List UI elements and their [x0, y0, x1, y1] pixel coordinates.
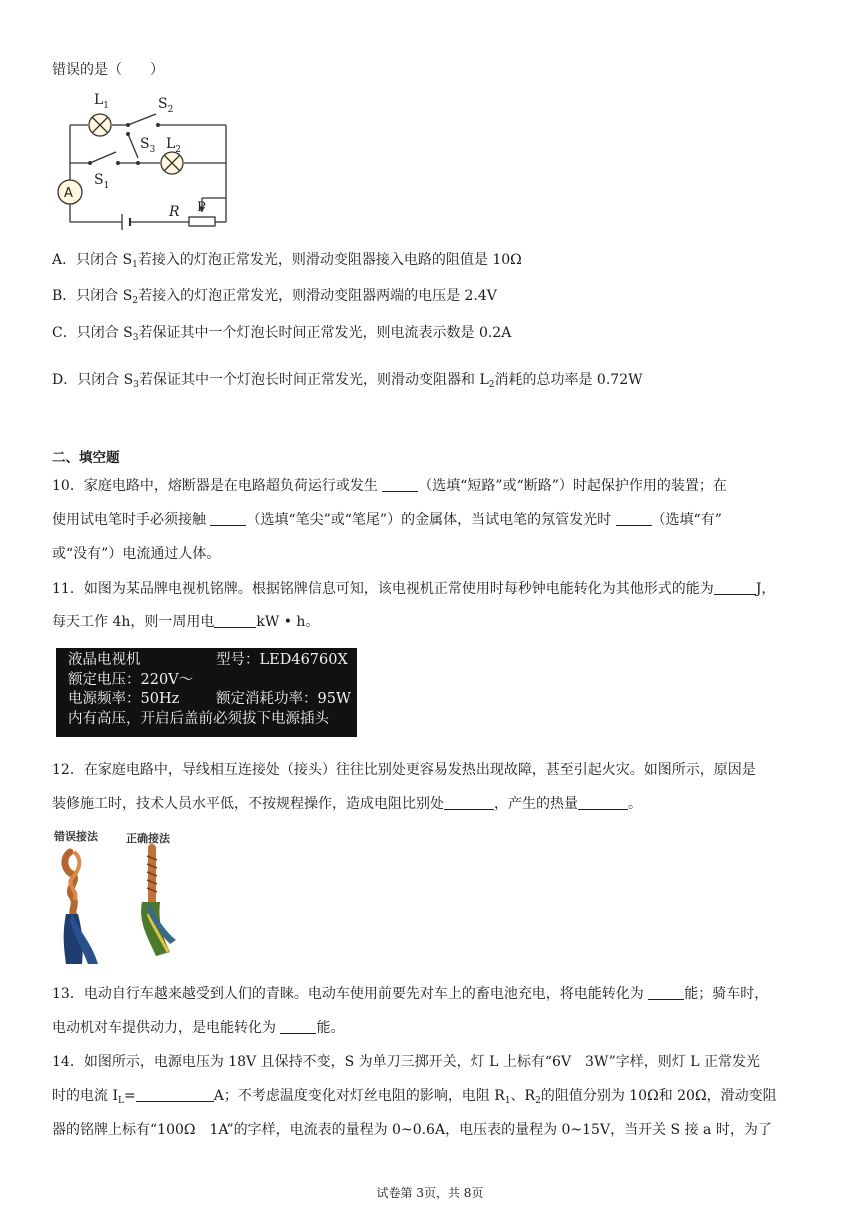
question-11-line-1: 11．如图为某品牌电视机铭牌。根据铭牌信息可知，该电视机正常使用时每秒钟电能转化为其他形式的能为 J，	[52, 581, 776, 597]
label-correct-connection: 正确接法	[126, 832, 170, 845]
page-footer: 试卷第 3页，共 8页	[376, 1186, 484, 1200]
question-14-line-1: 14．如图所示，电源电压为 18V 且保持不变，S 为单刀三掷开关，灯 L 上标有“6V 3W”字样，则灯 L 正常发光	[52, 1054, 760, 1070]
label-L1: L	[94, 92, 104, 108]
label-S2: S	[158, 96, 168, 112]
question-11-line-2: 每天工作 4h，则一周用电 kW • h。	[52, 614, 320, 630]
label-S3: S	[140, 136, 150, 152]
svg-text:S1: $S_1$	[94, 172, 110, 191]
svg-text:L1: $L_1$	[94, 92, 110, 111]
question-12-line-2: 装修施工时，技术人员水平低，不按规程操作，造成电阻比别处 ，产生的热量 。	[52, 796, 642, 812]
question-9-tail: 错误的是（ ）	[52, 62, 164, 78]
wire-joint-photos	[52, 844, 192, 968]
svg-text:S3: $S_3$	[140, 136, 156, 155]
option-a: A．只闭合 $S_1$若接入的灯泡正常发光，则滑动变阻器接入电路的阻值是 10Ω	[52, 252, 522, 270]
question-14-line-3: 器的铭牌上标有“100Ω 1A”的字样，电流表的量程为 0~0.6A，电压表的量程为 0~15V，当开关 S 接 a 时，为了	[52, 1122, 772, 1138]
question-10-line-3: 或“没有”）电流通过人体。	[52, 546, 221, 562]
option-b: B．只闭合 $S_2$若接入的灯泡正常发光，则滑动变阻器两端的电压是 2.4V	[52, 288, 497, 306]
circuit-diagram	[52, 88, 242, 240]
label-R: R	[169, 204, 180, 220]
label-wrong-connection: 错误接法	[54, 830, 98, 843]
question-13-line-1: 13．电动自行车越来越受到人们的青睐。电动车使用前要先对车上的畜电池充电，将电能转化为 能；骑车时，	[52, 986, 769, 1002]
section-title: 二、填空题	[52, 450, 120, 466]
svg-text:L2: $L_2$	[166, 136, 182, 155]
svg-text:S2: $S_2$	[158, 96, 174, 115]
option-c: C．只闭合 $S_3$若保证其中一个灯泡长时间正常发光，则电流表示数是 0.2A	[52, 325, 512, 343]
label-ammeter: A	[64, 186, 73, 201]
question-10-line-1: 10．家庭电路中，熔断器是在电路超负荷运行或发生 （选填“短路”或“断路”）时起保护作用的装置；在	[52, 478, 727, 494]
label-L2: L	[166, 136, 176, 152]
question-14-line-2: 时的电流 $I_L= A$；不考虑温度变化对灯丝电阻的影响，电阻 $R_1$、$R_2$的阻值分别为 10Ω和 20Ω，滑动变阻	[52, 1088, 777, 1106]
question-12-line-1: 12．在家庭电路中，导线相互连接处（接头）往往比别处更容易发热出现故障，甚至引起火灾。如图所示，原因是	[52, 762, 756, 778]
label-S1: S	[94, 172, 104, 188]
label-P: P	[197, 200, 206, 215]
question-10-line-2: 使用试电笔时手必须接触 （选填“笔尖”或“笔尾”）的金属体，当试电笔的氖管发光时 （选填“有”	[52, 512, 722, 528]
tv-nameplate: 液晶电视机 型号：LED46760X 额定电压：220V～ 电源频率：50Hz 额定消耗功率：95W 内有高压，开启后盖前必须拔下电源插头	[56, 648, 357, 737]
question-13-line-2: 电动机对车提供动力，是电能转化为 能。	[52, 1020, 345, 1036]
option-d: D．只闭合 $S_3$若保证其中一个灯泡长时间正常发光，则滑动变阻器和 $L_2$消耗的总功率是 0.72W	[52, 372, 643, 390]
